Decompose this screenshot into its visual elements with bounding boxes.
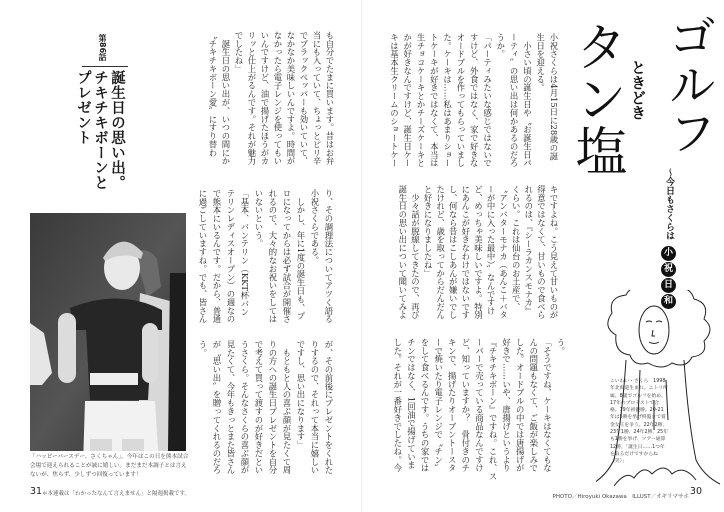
text-column: 生チョコケーキとかチーズケーキと: [416, 33, 427, 168]
text-column: いんですけど、油で揚げたほうがカ: [260, 31, 270, 166]
text-column: にあんこが好きなわけではないです: [460, 185, 471, 320]
text-column: 生日を迎える。: [535, 33, 546, 92]
name-badge: 和: [661, 294, 676, 309]
text-column: 小祝さくらは4月15日に28歳の誕: [549, 33, 559, 161]
text-column: した。オードブルの中では唐揚げが: [515, 338, 526, 473]
series-logo-tanshio: タン塩: [566, 20, 626, 176]
text-column: 小さい頃の誕生日や〝お誕生日パ: [522, 33, 533, 168]
text-column: 「そうですね、ケーキはなくてもな: [542, 338, 553, 473]
article-title-line-3: プレゼント: [75, 70, 91, 145]
text-column: キですよね。こう見えて甘いものが: [549, 185, 559, 320]
text-column: も自分でたまに買います。昔はお弁: [325, 31, 335, 166]
text-column: 「基本、バンテリン（KKT杯バン: [240, 189, 250, 317]
text-column: リッと仕上がるんです。それが魅力: [247, 31, 257, 166]
text-column: で熊本にいるんです。だから、普通: [212, 189, 222, 324]
text-column: かが好きなんですけど、誕生日ケー: [402, 33, 413, 168]
text-column: ーが中に入った最中）〟なんですけ: [486, 185, 497, 316]
text-column: しかし、年に1度の誕生日も、プ: [296, 189, 306, 321]
body-text-block: [387, 33, 560, 173]
text-column: り、その調理法についてアツく語る: [324, 189, 334, 324]
text-column: チンではなく、1回油で揚げていま: [406, 338, 417, 470]
text-column: 誕生日の思い出が、いつの間にか: [221, 31, 231, 166]
text-column: ーパーで売っている商品なんですけ: [474, 338, 485, 473]
credit: PHOTO／Hiroyuki Okazawa ILLUST／オギリマサホ: [552, 494, 689, 500]
text-column: 『チキチキボーン』ですね。これ、ス: [488, 338, 499, 481]
text-column: れるのは、『シーラカンスモナカ』: [523, 185, 534, 316]
golfer-photo: [30, 213, 186, 451]
text-column: 少々話が脱線してきたので、再び: [410, 185, 421, 320]
text-column: ですし、思い出になります」: [296, 340, 306, 450]
name-badge: 小: [661, 246, 676, 261]
text-column: た。ケーキは……私はあまりショー: [442, 33, 453, 168]
text-column: たけれど、歳を取ってからだんだん: [435, 185, 446, 320]
text-column: ーティ〟の思い出は何かあるのだろ: [509, 33, 520, 168]
page-number-left: 31: [30, 486, 43, 497]
text-column: りの方への誕生日プレゼントを自分: [268, 340, 278, 475]
text-column: をして食べるんです。うちの家では: [420, 338, 431, 473]
text-column: し、何なら昔はこしあんが嫌いでし: [448, 185, 459, 320]
text-column: くらい。これは仙台のお土産で、: [511, 185, 522, 311]
text-column: なかなか美味しいんですよ。時間が: [286, 31, 296, 166]
page-gutter: [361, 0, 362, 512]
text-column: が〝思い出〟を贈ってくれるのだろ: [212, 340, 222, 475]
text-column: が、その前後にプレゼントをくれた: [324, 340, 334, 475]
name-badge: 日: [661, 278, 676, 293]
text-column: 〝チキチキボーン愛〟にすり替わ: [208, 31, 218, 157]
body-text-block: [206, 31, 336, 171]
name-badge: 祝: [661, 262, 676, 277]
text-column: で考えて買って渡すのが好きだとい: [254, 340, 264, 475]
body-text-block: [390, 338, 567, 481]
title-rule: [82, 66, 128, 67]
series-logo-tokidoki: ときどき: [629, 60, 647, 120]
series-logo-golf: ゴルフ: [660, 12, 716, 156]
text-column: う。: [556, 338, 566, 355]
article-title-line-2: チキチキボーンと: [92, 70, 108, 190]
text-column: もともと人の喜ぶ顔が見たくて周: [282, 340, 292, 475]
text-column: りするので、それって本当に嬉しい: [310, 340, 320, 475]
text-column: ロになってからは必ず試合が開催さ: [282, 189, 292, 324]
text-column: オードブルを作ってもらっていまし: [455, 33, 466, 168]
body-text-block: [396, 185, 560, 325]
text-column: テリンレディスオープン）の週なの: [226, 189, 236, 324]
text-column: 得意ではなくて、甘いもので食べら: [536, 185, 547, 320]
text-column: すけど、外食ではなく、家で好きな: [469, 33, 480, 168]
text-column: した。それが一番好きでしたね。今: [392, 338, 403, 473]
profile-text: こいわい・さくら 1998年北海道生まれ。ニトリ所属。8歳でゴルフを始め、17年のプロテストで合格。19年初優勝。20-21年は5勝を挙げ終盤まで賞金女王を争う。22年2勝、23年1勝、24年2勝、25年も1勝を挙げ、ツアー通算12勝。「誕生日……1つ年を取るだけですからね（笑）」: [610, 379, 668, 465]
series-subtitle: ～今日もさくらは: [664, 168, 674, 240]
body-text-block: [196, 189, 336, 329]
footnote: ＊本連載は「わかったなんて言えません」と隔週掲載です。: [42, 491, 191, 497]
text-column: れるので、大々的なお祝いをしては: [268, 189, 278, 324]
body-text-block: [196, 340, 336, 480]
text-column: 「パーティみたいな感じではないで: [482, 33, 493, 168]
text-column: 好きで……いや、唐揚げというより: [501, 338, 512, 473]
page-number-right: 30: [689, 486, 702, 497]
text-column: ーで焼いたり電子レンジで〝チン〟: [433, 338, 444, 473]
text-column: うか。: [495, 33, 506, 59]
text-column: ど、知っていますか？ 骨付きのチ: [460, 338, 471, 473]
text-column: 小祝さくらである。: [310, 189, 320, 265]
text-column: 〝アンバターモナカ（あんこ＋バタ: [498, 185, 509, 320]
text-column: キンで、揚げたりオーブントースタ: [447, 338, 458, 473]
text-column: でしたね」: [234, 31, 244, 73]
text-column: と好きになりましたね」: [423, 185, 434, 278]
text-column: う。: [198, 340, 208, 357]
article-title-line-1: 誕生日の思い出。: [109, 70, 125, 190]
text-column: うさくら。そんなさくらの喜ぶ顔が: [240, 340, 250, 475]
text-column: いないという。: [254, 189, 264, 248]
text-column: 当にも入っていて、ちょっとピリ辛: [312, 31, 322, 166]
text-column: でブラックペッパーも効いていて、: [299, 31, 309, 166]
text-column: 見たくて、今年もきっとまた皆さん: [226, 340, 236, 475]
text-column: 誕生日の思い出について聞いてみよ: [397, 185, 408, 320]
text-column: キは基本生クリームのショートケー: [389, 33, 400, 168]
text-column: に過ごしていますね。でも、皆さん: [198, 189, 208, 324]
text-column: なかったら電子レンジを使ってもい: [273, 31, 283, 166]
text-column: ど、めっちゃ美味しいですよ。特別: [473, 185, 484, 320]
photo-caption: 「ハッピーバースデー、さくちゃん」。今年はこの日を熊本試合会場で迎えられることが誠に嬉しい。まだまだ本調子とは言えないが、焦らず、少しずつ回復っています！: [30, 454, 189, 478]
episode-number: 第86話: [98, 34, 107, 62]
text-column: トケーキが好きではなくて、本当は: [429, 33, 440, 168]
text-column: んの問題もなくて、ご飯が楽しみで: [528, 338, 539, 473]
